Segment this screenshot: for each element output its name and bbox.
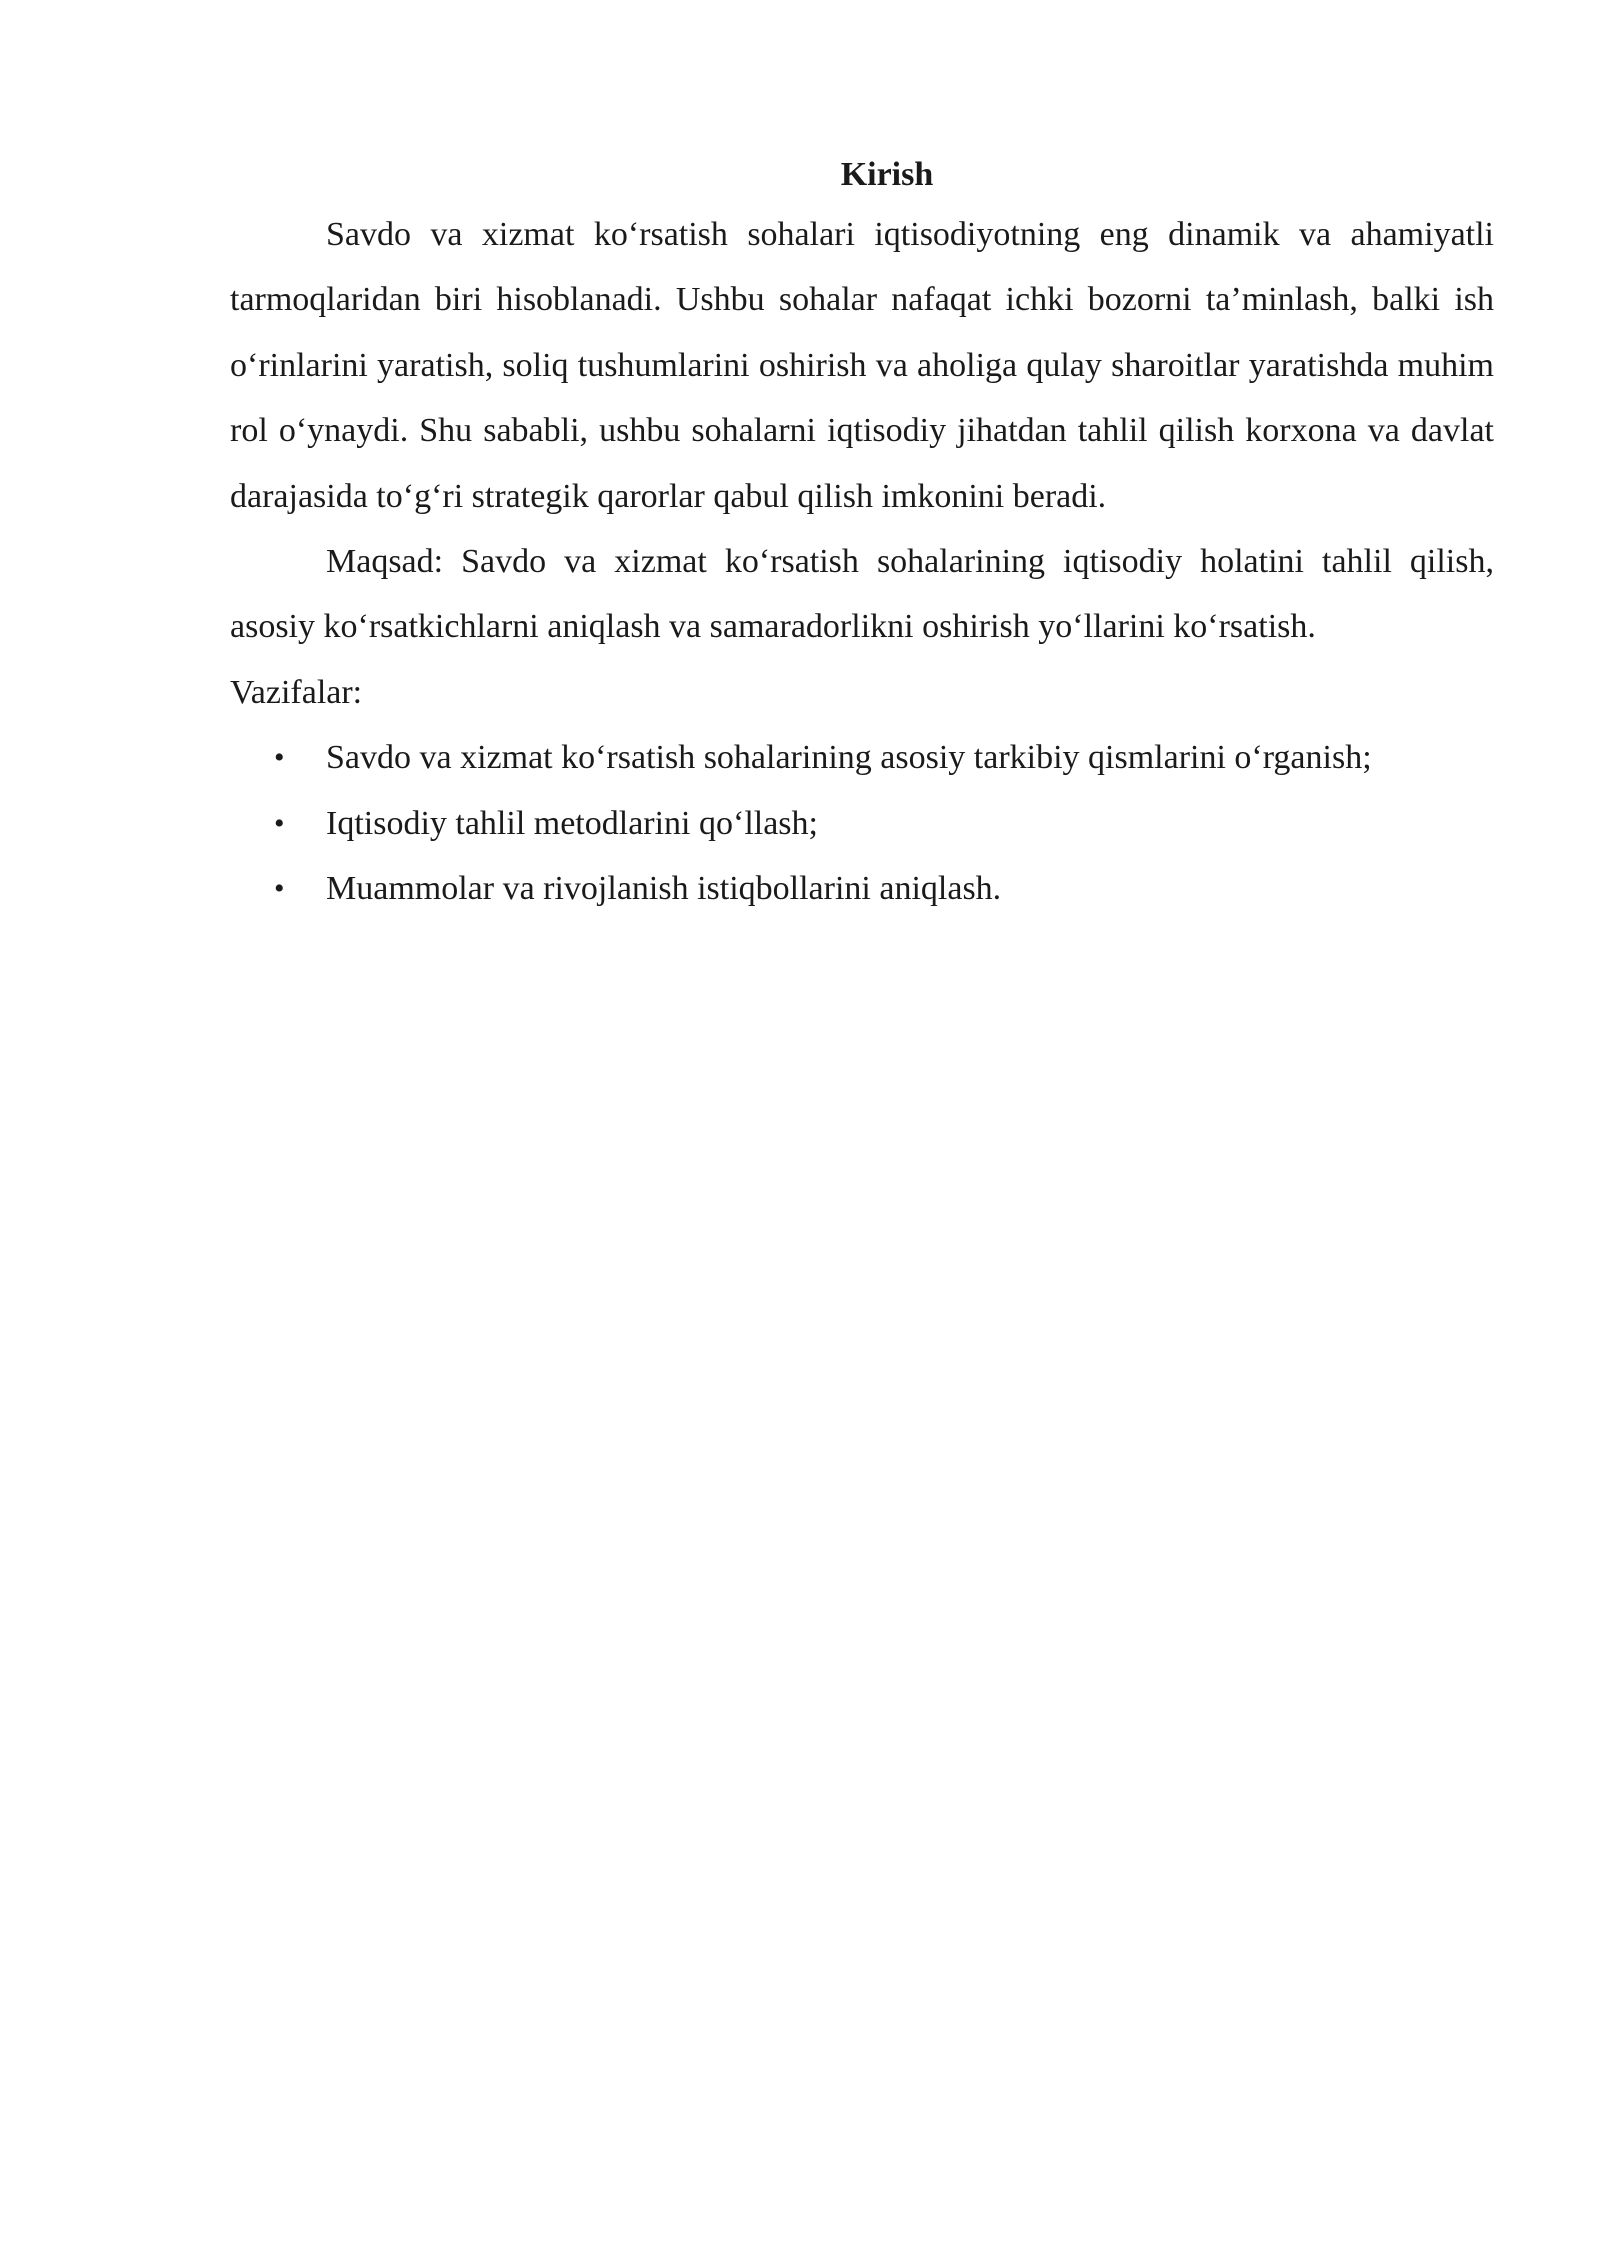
- tasks-list: [230, 725, 1494, 921]
- page-title: Kirish: [840, 156, 934, 193]
- goal-paragraph: Maqsad: Savdo va xizmat ko‘rsatish sohalarining iqtisodiy holatini tahlil qilish, asosiy ko‘rsatkichlarni aniqlash va samaradorlikni oshirish yo‘llarini ko‘rsatish.: [230, 543, 1494, 646]
- list-item-text: Iqtisodiy tahlil metodlarini qo‘llash;: [326, 804, 818, 842]
- bullet-icon: •: [274, 741, 285, 775]
- list-item: [230, 856, 1494, 921]
- list-item-text: Savdo va xizmat ko‘rsatish sohalarining asosiy tarkibiy qismlarini o‘rganish;: [326, 739, 1372, 777]
- bullet-icon: •: [274, 806, 285, 840]
- list-item: [230, 725, 1494, 790]
- list-item: [230, 791, 1494, 856]
- list-item-text: Muammolar va rivojlanish istiqbollarini aniqlash.: [326, 870, 1002, 908]
- bullet-icon: •: [274, 872, 285, 906]
- tasks-heading: Vazifalar:: [230, 673, 363, 711]
- intro-paragraph: Savdo va xizmat ko‘rsatish sohalari iqtisodiyotning eng dinamik va ahamiyatli tarmoqlaridan biri hisoblanadi. Ushbu sohalar nafaqat ichki bozorni ta’minlash, balki ish o‘rinlarini yaratish, soliq tushumlarini oshirish va aholiga qulay sharoitlar yaratishda muhim rol o‘ynaydi. Shu sababli, ushbu sohalarni iqtisodiy jihatdan tahlil qilish korxona va davlat darajasida to‘g‘ri strategik qarorlar qabul qilish imkonini beradi.: [230, 216, 1494, 515]
- page-content: [230, 148, 1494, 921]
